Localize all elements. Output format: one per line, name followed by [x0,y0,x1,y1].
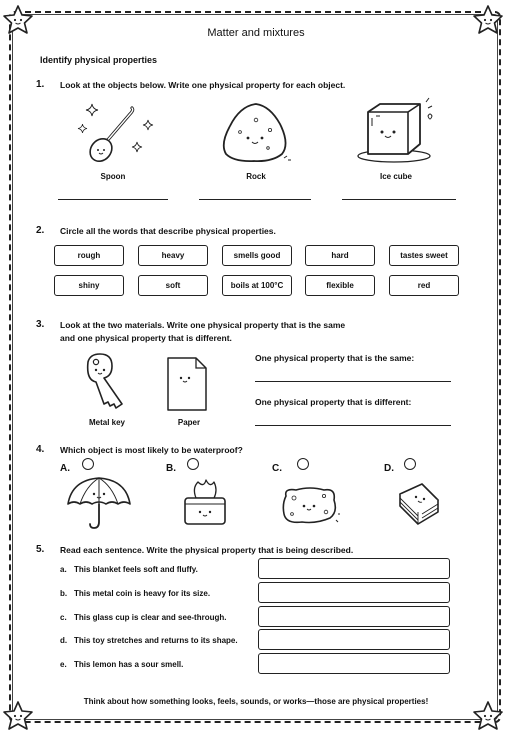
tissue-box-icon [182,478,228,526]
metal-key-label: Metal key [88,418,126,427]
sentence-text: This blanket feels soft and fluffy. [74,565,198,574]
word-option[interactable]: tastes sweet [389,245,459,266]
answer-box-d[interactable] [258,629,450,650]
answer-box-a[interactable] [258,558,450,579]
word-option[interactable]: rough [54,245,124,266]
page-title: Matter and mixtures [207,27,305,39]
answer-box-c[interactable] [258,606,450,627]
spoon-label: Spoon [100,172,126,181]
question-1-text: Look at the objects below. Write one physical property for each object. [60,80,346,90]
question-1-number: 1. [36,79,45,90]
sponge-icon [280,486,340,526]
sentence-letter: d. [60,636,68,645]
question-3-text-line1: Look at the two materials. Write one physical property that is the same [60,320,346,330]
ice-cube-icon [354,98,436,164]
key-icon [82,352,132,414]
answer-line-ice-cube[interactable] [342,199,456,200]
word-option[interactable]: hard [305,245,375,266]
rock-label: Rock [246,172,266,181]
spoon-icon [88,106,136,164]
option-b-label: B. [166,463,176,474]
question-4-text: Which object is most likely to be waterproof? [60,445,243,455]
sentence-text: This lemon has a sour smell. [74,660,184,669]
word-option[interactable]: heavy [138,245,208,266]
word-option[interactable]: shiny [54,275,124,296]
word-option[interactable]: red [389,275,459,296]
sparkle-icon [143,120,153,130]
paper-icon [166,356,208,412]
sentence-letter: e. [60,660,67,669]
footer-tip: Think about how something looks, feels, sounds, or works—those are physical properties! [83,697,429,706]
option-c-label: C. [272,463,282,474]
option-b-radio[interactable] [187,458,199,470]
sentence-text: This toy stretches and returns to its shape. [74,636,238,645]
question-2-number: 2. [36,225,45,236]
answer-line-spoon[interactable] [58,199,168,200]
answer-box-b[interactable] [258,582,450,603]
option-d-radio[interactable] [404,458,416,470]
umbrella-icon [66,474,132,530]
question-3-text-line2: and one physical property that is different. [60,333,232,343]
option-a-radio[interactable] [82,458,94,470]
answer-line-rock[interactable] [199,199,311,200]
answer-box-e[interactable] [258,653,450,674]
towel-icon [396,480,442,526]
word-option[interactable]: soft [138,275,208,296]
answer-line-same[interactable] [255,381,451,382]
question-2-text: Circle all the words that describe physical properties. [60,226,276,236]
option-c-radio[interactable] [297,458,309,470]
question-3-number: 3. [36,319,45,330]
different-property-label: One physical property that is different: [255,397,412,407]
paper-label: Paper [177,418,201,427]
ice-cube-label: Ice cube [379,172,412,181]
sentence-text: This glass cup is clear and see-through. [74,613,227,622]
sentence-text: This metal coin is heavy for its size. [74,589,211,598]
option-a-label: A. [60,463,70,474]
option-d-label: D. [384,463,394,474]
question-4-number: 4. [36,444,45,455]
word-option[interactable]: flexible [305,275,375,296]
rock-icon [218,100,294,164]
sentence-letter: b. [60,589,68,598]
sentence-letter: a. [60,565,67,574]
sparkle-icon [78,124,87,133]
worksheet-subtitle: Identify physical properties [40,55,158,65]
sentence-letter: c. [60,613,67,622]
question-5-number: 5. [36,544,45,555]
answer-line-different[interactable] [255,425,451,426]
question-5-text: Read each sentence. Write the physical property that is being described. [60,545,354,555]
word-option[interactable]: smells good [222,245,292,266]
word-option[interactable]: boils at 100°C [222,275,292,296]
same-property-label: One physical property that is the same: [255,353,415,363]
